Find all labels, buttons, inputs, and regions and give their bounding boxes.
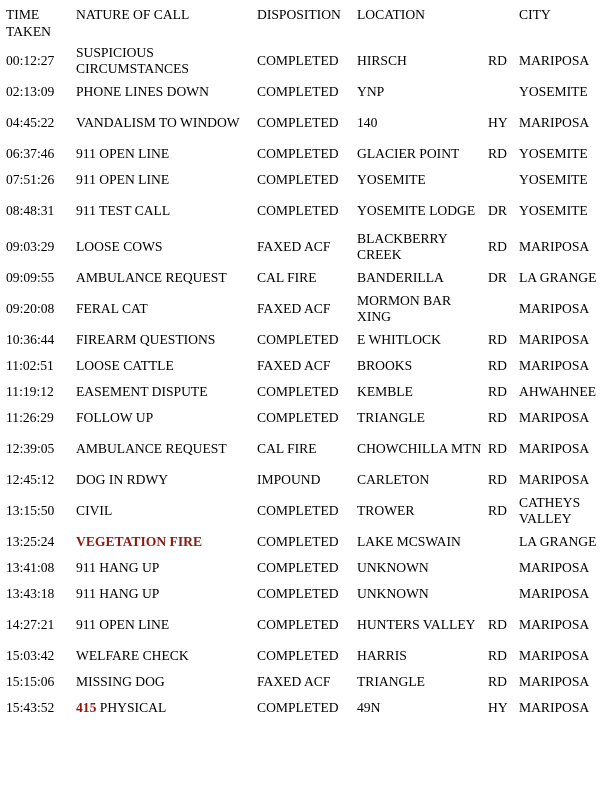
- cell-disposition: COMPLETED: [257, 331, 339, 347]
- cell-city: MARIPOSA: [519, 673, 590, 689]
- cell-nature: 911 HANG UP: [76, 585, 160, 601]
- cell-time: 11:19:12: [6, 383, 54, 399]
- table-row: [0, 105, 614, 141]
- cell-nature: SUSPICIOUS CIRCUMSTANCES: [76, 44, 189, 76]
- table-row: [0, 79, 614, 105]
- cell-nature: EASEMENT DISPUTE: [76, 383, 208, 399]
- cell-location: KEMBLE: [357, 383, 413, 399]
- cell-location: E WHITLOCK: [357, 331, 441, 347]
- cell-nature: FERAL CAT: [76, 300, 148, 316]
- cell-location: BLACKBERRY CREEK: [357, 230, 448, 262]
- cell-city: CATHEYS VALLEY: [519, 494, 581, 526]
- cell-disposition: COMPLETED: [257, 647, 339, 663]
- table-row: [0, 193, 614, 229]
- cell-city: LA GRANGE: [519, 533, 597, 549]
- cell-disposition: COMPLETED: [257, 559, 339, 575]
- cell-location: HIRSCH: [357, 52, 407, 68]
- table-row: [0, 291, 614, 327]
- cell-location: BROOKS: [357, 357, 413, 373]
- cell-location: UNKNOWN: [357, 559, 429, 575]
- cell-suffix: [488, 529, 519, 555]
- cell-city: YOSEMITE: [519, 202, 588, 218]
- cell-location: 140: [357, 114, 378, 130]
- cell-nature: 911 HANG UP: [76, 559, 160, 575]
- cell-location: HARRIS: [357, 647, 407, 663]
- cell-suffix: [488, 581, 519, 607]
- cell-disposition: COMPLETED: [257, 52, 339, 68]
- cell-disposition: COMPLETED: [257, 699, 339, 715]
- cell-disposition: COMPLETED: [257, 616, 339, 632]
- cell-city: MARIPOSA: [519, 699, 590, 715]
- cell-suffix: RD: [488, 471, 507, 487]
- table-row: [0, 167, 614, 193]
- cell-nature: AMBULANCE REQUEST: [76, 440, 227, 456]
- cell-nature: MISSING DOG: [76, 673, 165, 689]
- cell-nature: [76, 529, 257, 555]
- cell-time: 12:45:12: [6, 471, 55, 487]
- cell-time: 15:03:42: [6, 647, 55, 663]
- cell-suffix: RD: [488, 145, 507, 161]
- cell-location: TRIANGLE: [357, 673, 425, 689]
- cell-suffix: RD: [488, 238, 507, 254]
- cell-disposition: COMPLETED: [257, 585, 339, 601]
- cell-time: 09:20:08: [6, 300, 55, 316]
- cell-disposition: CAL FIRE: [257, 269, 317, 285]
- cell-disposition: COMPLETED: [257, 533, 339, 549]
- cell-location: HUNTERS VALLEY: [357, 616, 476, 632]
- cell-suffix: [488, 79, 519, 105]
- cell-location: 49N: [357, 699, 381, 715]
- cell-location: TRIANGLE: [357, 409, 425, 425]
- cell-location: YNP: [357, 83, 385, 99]
- cell-time: 00:12:27: [6, 52, 55, 68]
- cell-suffix: DR: [488, 269, 507, 285]
- cell-suffix: [488, 291, 519, 327]
- cell-suffix: RD: [488, 502, 507, 518]
- cell-disposition: CAL FIRE: [257, 440, 317, 456]
- cell-location: TROWER: [357, 502, 415, 518]
- cell-nature: PHONE LINES DOWN: [76, 83, 209, 99]
- cell-city: MARIPOSA: [519, 440, 590, 456]
- cell-time: 13:43:18: [6, 585, 55, 601]
- cell-city: MARIPOSA: [519, 300, 590, 316]
- cell-time: 14:27:21: [6, 616, 55, 632]
- cell-suffix: HY: [488, 699, 508, 715]
- table-row: [0, 581, 614, 607]
- cell-nature: CIVIL: [76, 502, 113, 518]
- cell-location: MORMON BAR XING: [357, 292, 452, 324]
- cell-disposition: IMPOUND: [257, 471, 321, 487]
- cell-disposition: COMPLETED: [257, 171, 339, 187]
- cell-city: MARIPOSA: [519, 559, 590, 575]
- table-row: [0, 431, 614, 467]
- cell-location: CARLETON: [357, 471, 430, 487]
- table-row: [0, 229, 614, 265]
- cell-suffix: RD: [488, 383, 507, 399]
- cell-disposition: COMPLETED: [257, 145, 339, 161]
- header-row: [0, 0, 614, 43]
- highlighted-call-type: VEGETATION FIRE: [76, 533, 203, 549]
- cell-location: YOSEMITE: [357, 171, 426, 187]
- cell-location: GLACIER POINT: [357, 145, 460, 161]
- cell-suffix: [488, 555, 519, 581]
- cell-disposition: FAXED ACF: [257, 673, 331, 689]
- cell-time: 09:09:55: [6, 269, 55, 285]
- cell-time: 04:45:22: [6, 114, 55, 130]
- cell-suffix: RD: [488, 331, 507, 347]
- cell-suffix: RD: [488, 409, 507, 425]
- cell-nature: 911 OPEN LINE: [76, 616, 170, 632]
- cell-suffix: RD: [488, 357, 507, 373]
- cell-suffix: [488, 167, 519, 193]
- cell-city: MARIPOSA: [519, 357, 590, 373]
- cell-time: 10:36:44: [6, 331, 55, 347]
- cell-nature: 911 OPEN LINE: [76, 145, 170, 161]
- cell-city: MARIPOSA: [519, 409, 590, 425]
- cell-disposition: FAXED ACF: [257, 238, 331, 254]
- cell-nature: FIREARM QUESTIONS: [76, 331, 216, 347]
- call-rows: [0, 43, 614, 721]
- cell-disposition: COMPLETED: [257, 409, 339, 425]
- cell-city: MARIPOSA: [519, 616, 590, 632]
- table-row: [0, 43, 614, 79]
- cell-location: BANDERILLA: [357, 269, 444, 285]
- header-city: CITY: [519, 7, 551, 22]
- highlighted-call-type: 415: [76, 699, 97, 715]
- table-row: [0, 669, 614, 695]
- table-row: [0, 493, 614, 529]
- cell-disposition: FAXED ACF: [257, 357, 331, 373]
- call-type-rest: PHYSICAL: [96, 699, 167, 715]
- cell-nature: 911 OPEN LINE: [76, 171, 170, 187]
- cell-nature: LOOSE CATTLE: [76, 357, 174, 373]
- table-row: [0, 327, 614, 353]
- cell-city: YOSEMITE: [519, 83, 588, 99]
- cell-suffix: RD: [488, 647, 507, 663]
- cell-city: MARIPOSA: [519, 585, 590, 601]
- cell-time: 13:41:08: [6, 559, 55, 575]
- cell-time: 15:43:52: [6, 699, 55, 715]
- cell-city: MARIPOSA: [519, 471, 590, 487]
- cell-suffix: RD: [488, 673, 507, 689]
- table-row: [0, 141, 614, 167]
- header-suffix: [488, 0, 519, 43]
- cell-suffix: DR: [488, 202, 507, 218]
- cell-time: 13:25:24: [6, 533, 55, 549]
- table-row: [0, 529, 614, 555]
- cell-nature: VANDALISM TO WINDOW: [76, 114, 240, 130]
- table-row: [0, 353, 614, 379]
- cell-disposition: COMPLETED: [257, 114, 339, 130]
- cell-time: 13:15:50: [6, 502, 55, 518]
- cell-time: 11:02:51: [6, 357, 54, 373]
- cell-nature: FOLLOW UP: [76, 409, 154, 425]
- header-nature: NATURE OF CALL: [76, 7, 190, 22]
- cell-nature: [76, 695, 257, 721]
- table-row: [0, 379, 614, 405]
- cell-city: MARIPOSA: [519, 238, 590, 254]
- cell-city: MARIPOSA: [519, 52, 590, 68]
- cell-time: 15:15:06: [6, 673, 55, 689]
- table-row: [0, 405, 614, 431]
- cell-suffix: HY: [488, 114, 508, 130]
- header-location: LOCATION: [357, 7, 425, 22]
- table-row: [0, 265, 614, 291]
- header-disposition: DISPOSITION: [257, 7, 341, 22]
- table-row: [0, 607, 614, 643]
- cell-time: 02:13:09: [6, 83, 55, 99]
- cell-suffix: RD: [488, 52, 507, 68]
- cell-nature: WELFARE CHECK: [76, 647, 189, 663]
- table-row: [0, 555, 614, 581]
- cell-disposition: FAXED ACF: [257, 300, 331, 316]
- cell-suffix: RD: [488, 440, 507, 456]
- table-row: [0, 695, 614, 721]
- cell-location: LAKE MCSWAIN: [357, 533, 461, 549]
- cell-location: UNKNOWN: [357, 585, 429, 601]
- header-time: TIME TAKEN: [6, 7, 51, 39]
- cell-time: 11:26:29: [6, 409, 54, 425]
- cell-time: 09:03:29: [6, 238, 55, 254]
- cell-disposition: COMPLETED: [257, 202, 339, 218]
- cell-city: YOSEMITE: [519, 145, 588, 161]
- cell-location: CHOWCHILLA MTN: [357, 440, 482, 456]
- cell-nature: 911 TEST CALL: [76, 202, 171, 218]
- cell-city: YOSEMITE: [519, 171, 588, 187]
- cell-nature: LOOSE COWS: [76, 238, 163, 254]
- cell-location: YOSEMITE LODGE: [357, 202, 476, 218]
- cell-nature: DOG IN RDWY: [76, 471, 169, 487]
- cell-disposition: COMPLETED: [257, 502, 339, 518]
- cell-nature: AMBULANCE REQUEST: [76, 269, 227, 285]
- cell-city: MARIPOSA: [519, 114, 590, 130]
- cell-time: 08:48:31: [6, 202, 55, 218]
- cell-city: AHWAHNEE: [519, 383, 597, 399]
- table-row: [0, 643, 614, 669]
- cell-disposition: COMPLETED: [257, 83, 339, 99]
- cell-suffix: RD: [488, 616, 507, 632]
- cell-city: MARIPOSA: [519, 647, 590, 663]
- cell-disposition: COMPLETED: [257, 383, 339, 399]
- table-row: [0, 467, 614, 493]
- cell-time: 12:39:05: [6, 440, 55, 456]
- cell-time: 06:37:46: [6, 145, 55, 161]
- cell-city: MARIPOSA: [519, 331, 590, 347]
- cell-city: LA GRANGE: [519, 269, 597, 285]
- cell-time: 07:51:26: [6, 171, 55, 187]
